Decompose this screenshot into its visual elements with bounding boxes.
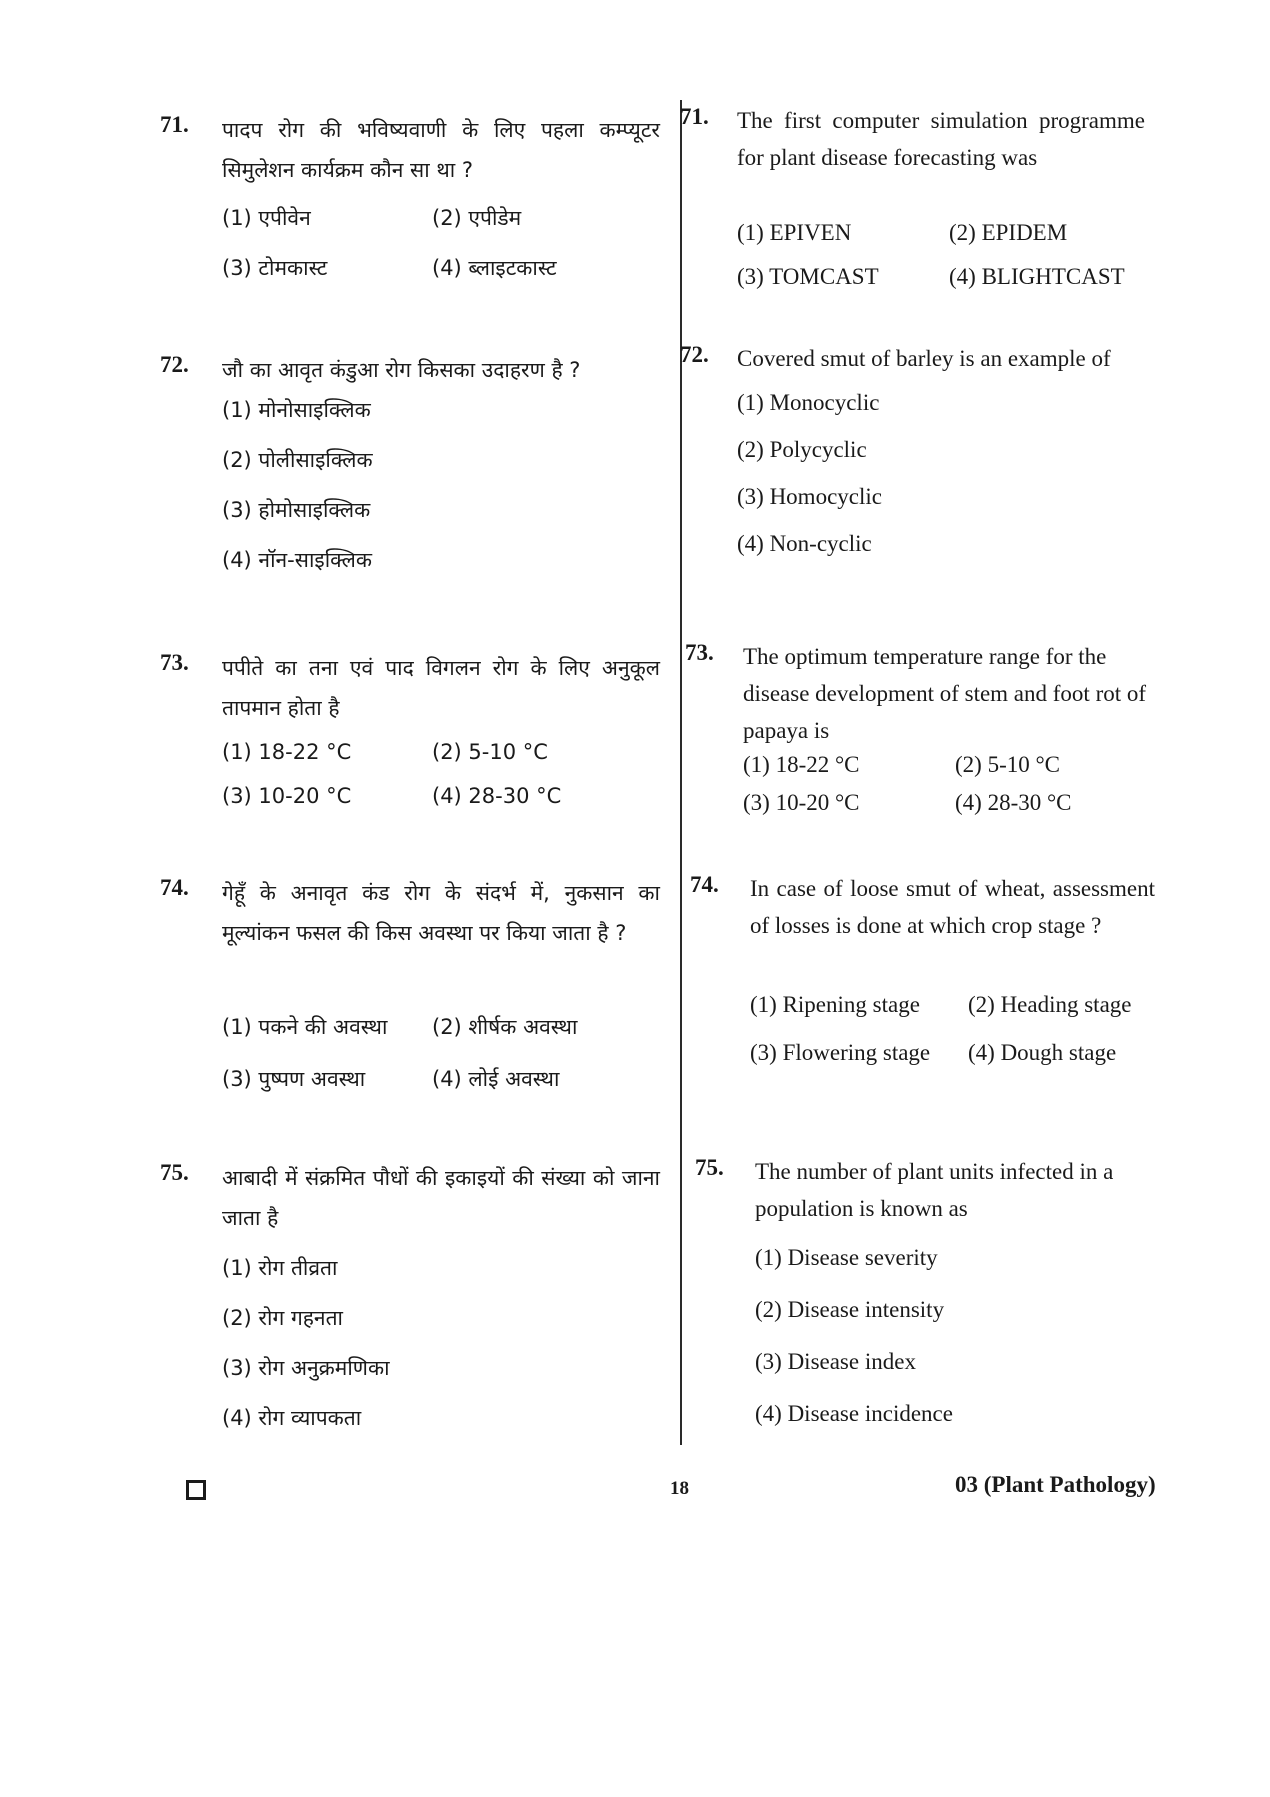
option-4: (4) ब्लाइटकास्ट	[432, 256, 557, 280]
page-number: 18	[670, 1478, 689, 1499]
question-text: गेहूँ के अनावृत कंड रोग के संदर्भ में, नुकसान का मूल्यांकन फसल की किस अवस्था पर किया जाता है ?	[222, 881, 660, 945]
question-number: 71.	[680, 104, 709, 129]
option-2: (2) 5-10 °C	[432, 740, 548, 764]
column-divider	[680, 100, 682, 1445]
option-1: (1) 18-22 °C	[743, 752, 860, 777]
question-text: In case of loose smut of wheat, assessment of losses is done at which crop stage ?	[750, 876, 1155, 938]
option-3: (3) टोमकास्ट	[222, 256, 328, 280]
option-1: (1) Ripening stage	[750, 992, 920, 1017]
question-number: 75.	[160, 1160, 189, 1185]
question-number: 73.	[160, 650, 189, 675]
option-2: (2) 5-10 °C	[955, 752, 1061, 777]
question-text: पपीते का तना एवं पाद विगलन रोग के लिए अनुकूल तापमान होता है	[222, 656, 660, 720]
question-text: जौ का आवृत कंडुआ रोग किसका उदाहरण है ?	[222, 358, 581, 382]
question-text: पादप रोग की भविष्यवाणी के लिए पहला कम्प्यूटर सिमुलेशन कार्यक्रम कौन सा था ?	[222, 118, 660, 182]
question-number: 71.	[160, 112, 189, 137]
option-4: (4) 28-30 °C	[955, 790, 1072, 815]
question-number: 74.	[160, 875, 189, 900]
option-4: (4) Dough stage	[968, 1040, 1117, 1065]
option-1: (1) EPIVEN	[737, 220, 852, 245]
option-3: (3) Flowering stage	[750, 1040, 931, 1065]
option-3: (3) Homocyclic	[737, 484, 882, 509]
question-number: 73.	[685, 640, 714, 665]
option-3: (3) होमोसाइक्लिक	[222, 498, 371, 522]
option-3: (3) 10-20 °C	[222, 784, 352, 808]
option-2: (2) पोलीसाइक्लिक	[222, 448, 373, 472]
option-1: (1) मोनोसाइक्लिक	[222, 398, 371, 422]
question-number: 74.	[690, 872, 719, 897]
question-text: आबादी में संक्रमित पौधों की इकाइयों की संख्या को जाना जाता है	[222, 1166, 660, 1230]
option-1: (1) रोग तीव्रता	[222, 1256, 338, 1280]
question-text: Covered smut of barley is an example of	[737, 346, 1111, 371]
question-number: 72.	[680, 342, 709, 367]
option-3: (3) 10-20 °C	[743, 790, 860, 815]
option-2: (2) EPIDEM	[949, 220, 1068, 245]
option-4: (4) Non-cyclic	[737, 531, 872, 556]
option-2: (2) एपीडेम	[432, 206, 522, 230]
question-text: The optimum temperature range for the disease development of stem and foot rot of papaya is	[743, 644, 1147, 743]
option-3: (3) Disease index	[755, 1349, 916, 1374]
option-1: (1) Monocyclic	[737, 390, 880, 415]
option-4: (4) रोग व्यापकता	[222, 1406, 362, 1430]
question-number: 72.	[160, 352, 189, 377]
option-2: (2) शीर्षक अवस्था	[432, 1015, 578, 1039]
question-number: 75.	[695, 1155, 724, 1180]
option-4: (4) BLIGHTCAST	[949, 264, 1125, 289]
paper-code: 03 (Plant Pathology)	[955, 1472, 1156, 1497]
option-4: (4) नॉन-साइक्लिक	[222, 548, 372, 572]
option-1: (1) एपीवेन	[222, 206, 311, 230]
footer-square-mark	[186, 1480, 206, 1500]
option-4: (4) Disease incidence	[755, 1401, 953, 1426]
option-2: (2) रोग गहनता	[222, 1306, 343, 1330]
option-4: (4) 28-30 °C	[432, 784, 562, 808]
option-1: (1) पकने की अवस्था	[222, 1015, 388, 1039]
option-2: (2) Disease intensity	[755, 1297, 945, 1322]
question-text: The first computer simulation programme for plant disease forecasting was	[737, 108, 1145, 170]
option-1: (1) 18-22 °C	[222, 740, 352, 764]
question-text: The number of plant units infected in a population is known as	[755, 1159, 1114, 1221]
option-3: (3) पुष्पण अवस्था	[222, 1067, 366, 1091]
option-2: (2) Polycyclic	[737, 437, 867, 462]
option-3: (3) रोग अनुक्रमणिका	[222, 1356, 390, 1380]
option-2: (2) Heading stage	[968, 992, 1132, 1017]
option-4: (4) लोई अवस्था	[432, 1067, 560, 1091]
option-3: (3) TOMCAST	[737, 264, 879, 289]
option-1: (1) Disease severity	[755, 1245, 938, 1270]
